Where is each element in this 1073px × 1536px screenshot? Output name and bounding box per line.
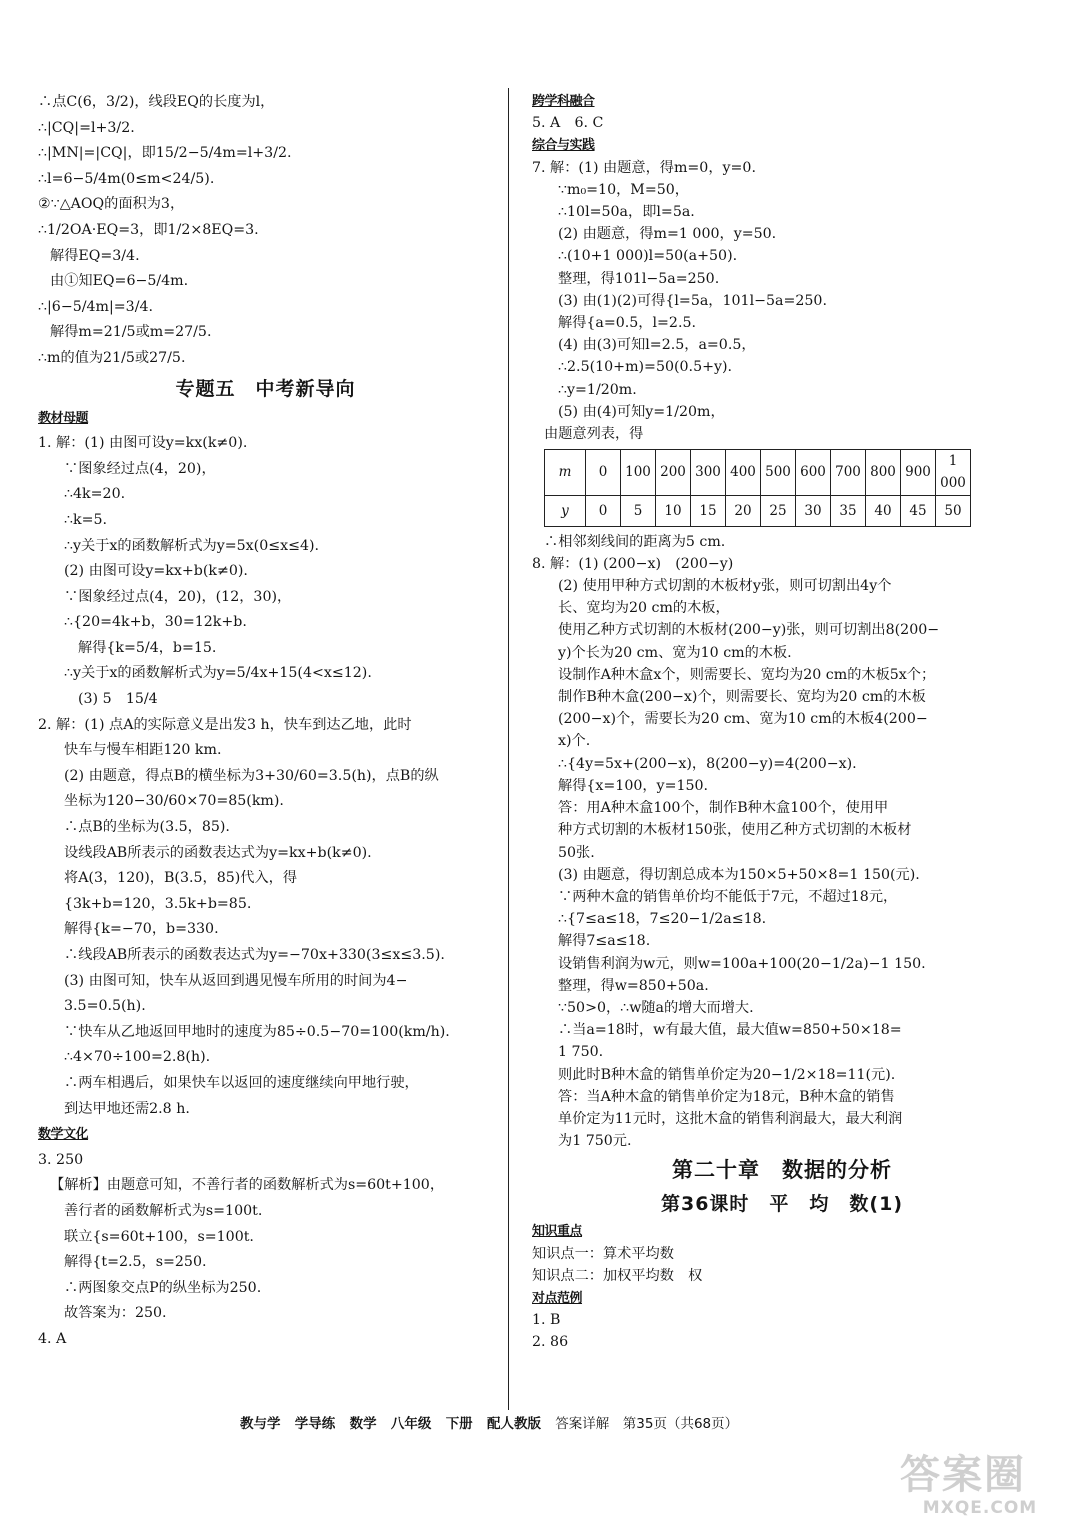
section-tag: 知识重点 (532, 1224, 583, 1240)
text-line: ∴y关于x的函数解析式为y=5/4x+15(4<x≤12). (64, 665, 372, 682)
text-line: ∴4k=20. (64, 486, 126, 503)
text-line: ∴|MN|=|CQ|，即15/2−5/4m=l+3/2. (38, 145, 292, 162)
table-header: y (545, 495, 586, 526)
table-header: m (545, 450, 586, 495)
text-line: ∴两车相遇后，如果快车以返回的速度继续向甲地行驶， (64, 1074, 419, 1091)
text-line: ∴{4y=5x+(200−x)，8(200−y)=4(200−x). (558, 755, 857, 772)
text-line: 4. A (38, 1330, 67, 1347)
text-line: 制作B种木盒(200−x)个，则需要长、宽均为20 cm的木板 (558, 689, 926, 706)
text-line: (3) 由题意，得切割总成本为150×5+50×8=1 150(元). (558, 866, 920, 883)
value-table (544, 449, 971, 526)
text-line: 3. 250 (38, 1151, 84, 1168)
table-cell: 800 (866, 450, 901, 495)
text-line: {3k+b=120，3.5k+b=85. (64, 895, 252, 912)
text-line: ∴y=1/20m. (558, 381, 637, 398)
text-line: ∴点C(6，3/2)，线段EQ的长度为l， (38, 94, 275, 110)
text-line: 2. 解：(1) 点A的实际意义是出发3 h，快车到达乙地，此时 (38, 716, 412, 733)
text-line: ②∵△AOQ的面积为3， (38, 196, 185, 213)
text-line: ∴(10+1 000)l=50(a+50). (558, 248, 738, 265)
text-line: ∴l=6−5/4m(0≤m<24/5). (38, 170, 215, 187)
text-line: 7. 解：(1) 由题意，得m=0，y=0. (532, 159, 756, 176)
text-line: ∴相邻刻线间的距离为5 cm. (544, 533, 726, 550)
text-line: y)个长为20 cm、宽为10 cm的木板. (558, 644, 792, 661)
text-line: 使用乙种方式切割的木板材(200−y)张，则可切割出8(200− (558, 622, 940, 639)
text-line: (4) 由(3)可知l=2.5，a=0.5， (558, 337, 756, 354)
watermark-url: MXQE.COM (922, 1498, 1038, 1518)
text-line: 将A(3，120)，B(3.5，85)代入，得 (64, 870, 298, 887)
table-cell: 600 (796, 450, 831, 495)
text-line: 解得{k=5/4，b=15. (78, 639, 217, 656)
text-line: 为1 750元. (558, 1133, 632, 1150)
footer-brand: 教与学 (240, 1416, 281, 1432)
text-line: ∴{7≤a≤18，7≤20−1/2a≤18. (558, 911, 767, 928)
text-line: 故答案为：250. (64, 1305, 167, 1322)
text-line: 单价定为11元时，这批木盒的销售利润最大，最大利润 (558, 1110, 903, 1127)
text-line: 由题意列表，得 (544, 426, 644, 443)
section-tag: 数学文化 (38, 1127, 89, 1143)
text-line: 到达甲地还需2.8 h. (64, 1100, 190, 1117)
table-cell: 700 (831, 450, 866, 495)
text-line: 坐标为120−30/60×70=85(km). (64, 793, 284, 810)
text-line: 5. A 6. C (532, 115, 604, 132)
text-line: 解得7≤a≤18. (558, 933, 651, 950)
text-line: 设制作A种木盒x个，则需要长、宽均为20 cm的木板5x个； (558, 666, 936, 683)
table-cell: 45 (901, 495, 936, 526)
text-line: 知识点一：算术平均数 (532, 1245, 674, 1262)
text-line: 整理，得101l−5a=250. (558, 270, 720, 287)
text-line: x)个. (558, 733, 591, 750)
text-line: 长、宽均为20 cm的木板， (558, 600, 730, 617)
footer-page-note: 答案详解 第35页（共68页） (555, 1416, 739, 1432)
text-line: 【解析】由题意可知，不善行者的函数解析式为s=60t+100， (50, 1177, 445, 1194)
footer-brand: 学导练 (294, 1416, 336, 1432)
left-column (38, 90, 493, 1412)
text-line: 善行者的函数解析式为s=100t. (64, 1202, 263, 1219)
column-divider (508, 88, 509, 1410)
text-line: 50张. (558, 844, 595, 861)
text-line: ∵图象经过点(4，20)，(12，30)， (64, 588, 292, 605)
table-row (545, 450, 971, 495)
table-cell: 400 (726, 450, 761, 495)
text-line: ∴|CQ|=l+3/2. (38, 119, 135, 136)
text-line: ∴{20=4k+b，30=12k+b. (64, 614, 247, 631)
watermark-logo-text: 答案圈 (900, 1452, 1026, 1498)
text-line: 1 750. (558, 1044, 604, 1061)
table-cell: 100 (621, 450, 656, 495)
table-cell: 0 (586, 495, 621, 526)
text-line: 解得{x=100，y=150. (558, 777, 709, 794)
table-cell: 15 (691, 495, 726, 526)
page-footer (240, 1413, 880, 1435)
table-cell: 50 (936, 495, 971, 526)
text-line: (2) 由图可设y=kx+b(k≠0). (64, 563, 248, 580)
text-line: 2. 86 (532, 1334, 569, 1351)
text-line: ∴当a=18时，w有最大值，最大值w=850+50×18= (558, 1022, 902, 1039)
section-tag: 对点范例 (532, 1290, 583, 1306)
text-line: ∴y关于x的函数解析式为y=5x(0≤x≤4). (64, 537, 320, 554)
table-cell: 35 (831, 495, 866, 526)
text-line: ∵m₀=10，M=50， (558, 181, 689, 198)
table-cell: 30 (796, 495, 831, 526)
footer-subject: 数学 (349, 1416, 377, 1432)
table-cell: 40 (866, 495, 901, 526)
text-line: ∵两种木盒的销售单价均不能低于7元，不超过18元， (558, 888, 898, 905)
section-tag: 综合与实践 (532, 138, 595, 154)
table-cell: 20 (726, 495, 761, 526)
text-line: 答：当A种木盒的销售单价定为18元，B种木盒的销售 (558, 1088, 895, 1105)
text-line: 则此时B种木盒的销售单价定为20−1/2×18=11(元). (558, 1066, 896, 1083)
text-line: 联立{s=60t+100，s=100t. (64, 1228, 254, 1245)
text-line: ∴4×70÷100=2.8(h). (64, 1049, 211, 1066)
text-line: 1. B (532, 1312, 561, 1329)
right-column (532, 90, 1032, 1412)
text-line: ∵图象经过点(4，20)， (64, 460, 216, 477)
text-line: 种方式切割的木板材150张，使用乙种方式切割的木板材 (558, 822, 912, 839)
text-line: (2) 由题意，得点B的横坐标为3+30/60=3.5(h)，点B的纵 (64, 767, 439, 784)
table-cell: 200 (656, 450, 691, 495)
table-row (545, 495, 971, 526)
chapter-title: 第二十章 数据的分析 (672, 1158, 892, 1183)
table-cell: 0 (586, 450, 621, 495)
text-line: 整理，得w=850+50a. (558, 977, 709, 994)
table-cell: 5 (621, 495, 656, 526)
footer-volume: 下册 (445, 1416, 473, 1432)
table-cell: 1 000 (936, 450, 971, 495)
lesson-title: 第36课时 平 均 数(1) (660, 1193, 904, 1216)
section-tag: 跨学科融合 (532, 94, 595, 109)
text-line: 设销售利润为w元，则w=100a+100(20−1/2a)−1 150. (558, 955, 926, 972)
text-line: (200−x)个，需要长为20 cm、宽为10 cm的木板4(200− (558, 711, 928, 728)
text-line: ∴2.5(10+m)=50(0.5+y). (558, 359, 733, 376)
text-line: (5) 由(4)可知y=1/20m， (558, 403, 725, 420)
watermark (900, 1452, 1060, 1524)
text-line: ∵快车从乙地返回甲地时的速度为85÷0.5−70=100(km/h). (64, 1023, 450, 1040)
text-line: ∴10l=50a，即l=5a. (558, 204, 695, 221)
text-line: ∴1/2OA·EQ=3，即1/2×8EQ=3. (38, 221, 259, 238)
text-line: 8. 解：(1) (200−x) (200−y) (532, 555, 734, 572)
footer-grade: 八年级 (390, 1416, 432, 1432)
text-line: ∵50>0，∴w随a的增大而增大. (558, 999, 754, 1016)
section-tag: 教材母题 (38, 410, 89, 426)
table-cell: 300 (691, 450, 726, 495)
text-line: 答：用A种木盒100个，制作B种木盒100个，使用甲 (558, 800, 889, 817)
text-line: 快车与慢车相距120 km. (64, 742, 222, 759)
text-line: ∴k=5. (64, 511, 108, 528)
text-line: ∴|6−5/4m|=3/4. (38, 298, 154, 315)
text-line: 解得m=21/5或m=27/5. (50, 324, 212, 341)
text-line: 1. 解：(1) 由图可设y=kx(k≠0). (38, 435, 248, 452)
text-line: 知识点二：加权平均数 权 (532, 1267, 703, 1284)
table-cell: 900 (901, 450, 936, 495)
text-line: (2) 由题意，得m=1 000，y=50. (558, 226, 777, 243)
text-line: ∴线段AB所表示的函数表达式为y=−70x+330(3≤x≤3.5). (64, 947, 445, 963)
text-line: (3) 5 15/4 (78, 691, 158, 708)
text-line: (3) 由(1)(2)可得{l=5a，101l−5a=250. (558, 292, 827, 309)
table-cell: 500 (761, 450, 796, 495)
text-line: ∴m的值为21/5或27/5. (38, 349, 186, 366)
text-line: 解得{a=0.5，l=2.5. (558, 315, 696, 332)
text-line: ∴两图象交点P的纵坐标为250. (64, 1279, 262, 1296)
text-line: 解得{k=−70，b=330. (64, 921, 219, 938)
text-line: (2) 使用甲种方式切割的木板材y张，则可切割出4y个 (558, 578, 892, 595)
text-line: 解得{t=2.5，s=250. (64, 1254, 207, 1271)
text-line: (3) 由图可知，快车从返回到遇见慢车所用的时间为4− (64, 972, 408, 989)
table-cell: 25 (761, 495, 796, 526)
section-title: 专题五 中考新导向 (175, 377, 356, 400)
text-line: 解得EQ=3/4. (50, 247, 140, 264)
text-line: 由①知EQ=6−5/4m. (50, 273, 189, 290)
text-line: 3.5=0.5(h). (64, 998, 146, 1015)
table-cell: 10 (656, 495, 691, 526)
footer-edition: 配人教版 (486, 1416, 541, 1432)
text-line: 设线段AB所表示的函数表达式为y=kx+b(k≠0). (64, 844, 372, 861)
text-line: ∴点B的坐标为(3.5，85). (64, 819, 230, 836)
